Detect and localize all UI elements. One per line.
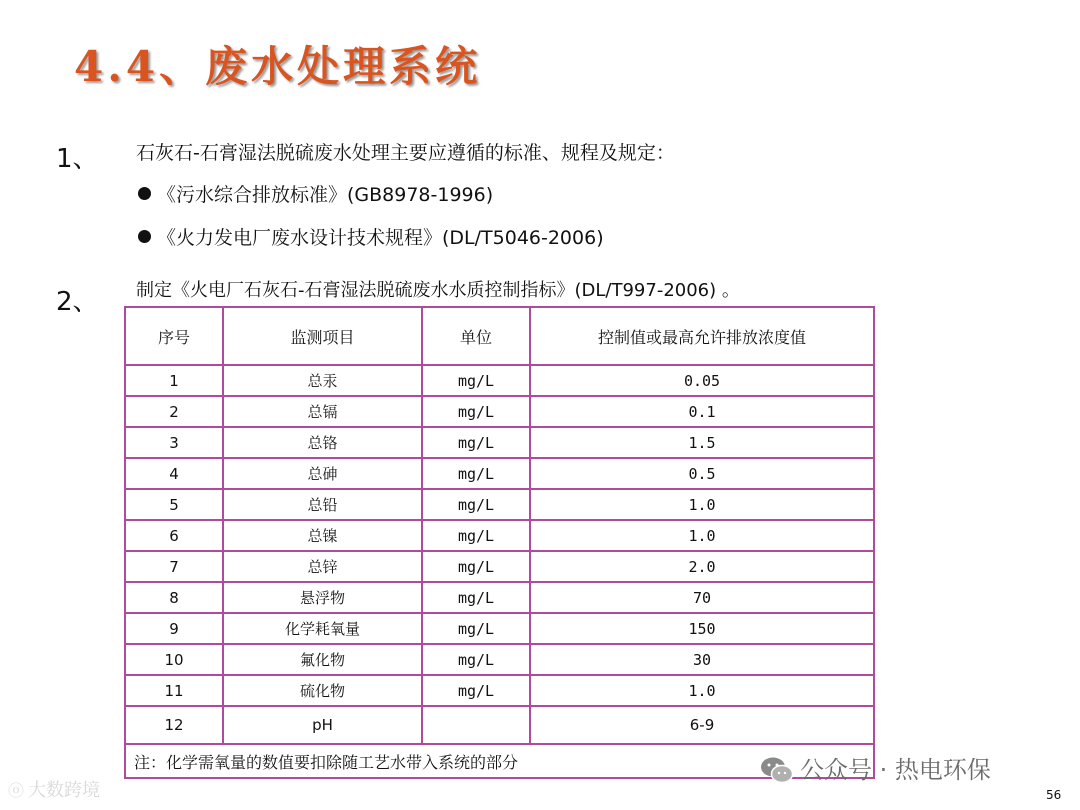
row-unit: mg/L — [422, 520, 530, 551]
row-value: 1.0 — [530, 489, 874, 520]
row-value: 1.0 — [530, 520, 874, 551]
table-row — [125, 551, 874, 582]
bullet-dot-icon — [138, 187, 151, 200]
table-header-row — [125, 307, 874, 365]
row-value: 70 — [530, 582, 874, 613]
row-index: 11 — [125, 675, 223, 706]
row-index: 12 — [125, 706, 223, 744]
slide-title: 4.4、废水处理系统 — [74, 42, 482, 91]
row-item: 总镉 — [223, 396, 422, 427]
row-value: 6-9 — [530, 706, 874, 744]
row-item: 氟化物 — [223, 644, 422, 675]
table-row — [125, 613, 874, 644]
wechat-icon — [760, 756, 794, 790]
row-item: 悬浮物 — [223, 582, 422, 613]
row-unit: mg/L — [422, 458, 530, 489]
bullet-text: 《污水综合排放标准》(GB8978-1996) — [157, 184, 494, 206]
table-row — [125, 365, 874, 396]
header-cell: 单位 — [422, 307, 530, 365]
row-index: 2 — [125, 396, 223, 427]
section-2-heading: 制定《火电厂石灰石-石膏湿法脱硫废水水质控制指标》(DL/T997-2006) 。 — [136, 280, 740, 301]
row-index: 8 — [125, 582, 223, 613]
bullet-text: 《火力发电厂废水设计技术规程》(DL/T5046-2006) — [157, 227, 604, 249]
section-1-number: 1、 — [56, 144, 99, 174]
row-value: 30 — [530, 644, 874, 675]
row-unit: mg/L — [422, 551, 530, 582]
bullet-item — [138, 223, 604, 250]
header-cell: 监测项目 — [223, 307, 422, 365]
row-unit: mg/L — [422, 582, 530, 613]
row-index: 9 — [125, 613, 223, 644]
row-item: 总砷 — [223, 458, 422, 489]
row-index: 6 — [125, 520, 223, 551]
row-item: 化学耗氧量 — [223, 613, 422, 644]
row-item: 总铅 — [223, 489, 422, 520]
page-number: 56 — [1046, 788, 1062, 802]
row-unit: mg/L — [422, 675, 530, 706]
table-row — [125, 396, 874, 427]
row-index: 7 — [125, 551, 223, 582]
row-index: 10 — [125, 644, 223, 675]
row-value: 150 — [530, 613, 874, 644]
row-unit: mg/L — [422, 613, 530, 644]
table-note: 注：化学需氧量的数值要扣除随工艺水带入系统的部分 — [125, 744, 874, 778]
table-row — [125, 644, 874, 675]
row-value: 1.0 — [530, 675, 874, 706]
row-item: 总汞 — [223, 365, 422, 396]
table-row — [125, 458, 874, 489]
row-value: 1.5 — [530, 427, 874, 458]
row-unit: mg/L — [422, 644, 530, 675]
row-value: 0.5 — [530, 458, 874, 489]
row-item: 硫化物 — [223, 675, 422, 706]
header-cell: 控制值或最高允许排放浓度值 — [530, 307, 874, 365]
row-value: 0.1 — [530, 396, 874, 427]
row-item: 总铬 — [223, 427, 422, 458]
row-unit: mg/L — [422, 489, 530, 520]
row-unit: mg/L — [422, 427, 530, 458]
row-index: 5 — [125, 489, 223, 520]
section-2-number: 2、 — [56, 287, 99, 317]
watermark-right-text: 公众号 · 热电环保 — [800, 756, 991, 784]
row-item: 总镍 — [223, 520, 422, 551]
table-row — [125, 582, 874, 613]
row-index: 4 — [125, 458, 223, 489]
row-index: 3 — [125, 427, 223, 458]
table-row — [125, 706, 874, 744]
table-row — [125, 427, 874, 458]
watermark-left-text: 大数跨境 — [28, 780, 101, 801]
row-value: 2.0 — [530, 551, 874, 582]
row-value: 0.05 — [530, 365, 874, 396]
row-unit: mg/L — [422, 365, 530, 396]
table-row — [125, 489, 874, 520]
watermark-right — [760, 750, 991, 790]
row-unit — [422, 706, 530, 744]
bullet-dot-icon — [138, 230, 151, 243]
bullet-item — [138, 180, 493, 207]
row-unit: mg/L — [422, 396, 530, 427]
standards-table — [124, 306, 875, 779]
watermark-logo-icon: ⓞ — [8, 781, 25, 800]
watermark-left — [8, 776, 100, 802]
header-cell: 序号 — [125, 307, 223, 365]
row-index: 1 — [125, 365, 223, 396]
row-item: pH — [223, 706, 422, 744]
row-item: 总锌 — [223, 551, 422, 582]
table-row — [125, 520, 874, 551]
section-1-heading: 石灰石-石膏湿法脱硫废水处理主要应遵循的标准、规程及规定： — [136, 142, 675, 164]
table-row — [125, 675, 874, 706]
